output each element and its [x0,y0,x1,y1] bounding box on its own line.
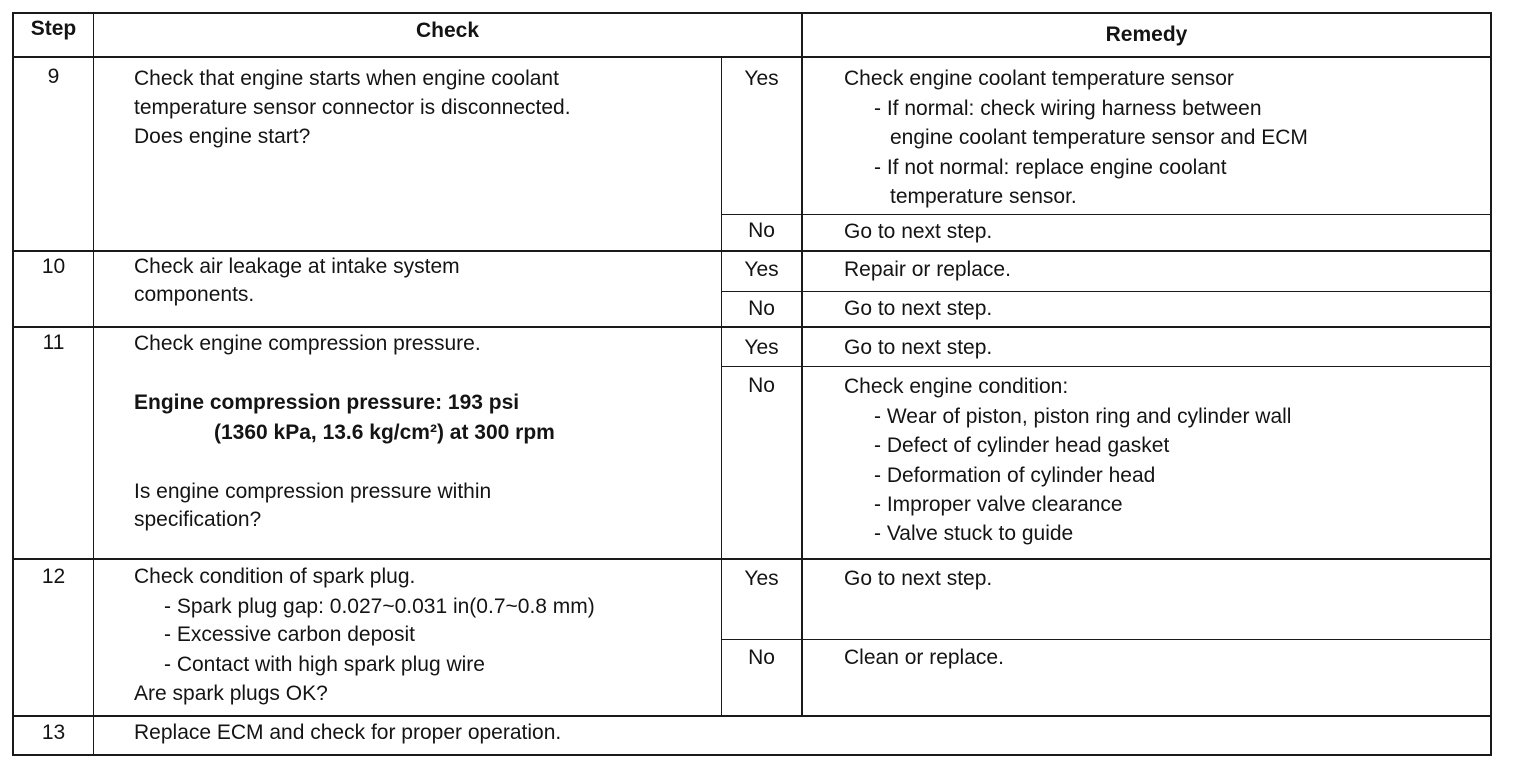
divider-step-col [93,12,94,756]
table-border-bottom [12,754,1492,756]
remedy-text: Clean or replace. [844,646,1004,669]
check-text: - Contact with high spark plug wire [164,653,485,676]
divider-row11-row12 [12,558,1492,560]
check-text: Are spark plugs OK? [134,682,328,705]
table-border-top [12,12,1492,14]
no-label: No [748,297,775,320]
check-question: specification? [134,508,262,531]
divider-row9-yes-no [721,214,1492,215]
step-number: 12 [41,565,66,588]
remedy-text: - Defect of cylinder head gasket [874,434,1170,457]
spec-text: (1360 kPa, 13.6 kg/cm²) at 300 rpm [214,421,555,444]
header-check: Check [415,19,480,42]
remedy-text: Go to next step. [844,297,993,320]
remedy-text: - Deformation of cylinder head [874,464,1156,487]
yes-label: Yes [744,67,779,90]
check-text: Check that engine starts when engine coolant [134,67,559,90]
divider-row10-row11 [12,326,1492,328]
remedy-text: engine coolant temperature sensor and ECM [890,126,1308,149]
remedy-text: - Wear of piston, piston ring and cylinder wall [874,405,1292,428]
step-number: 13 [41,721,66,744]
remedy-text: - If normal: check wiring harness between [874,97,1262,120]
remedy-text: Go to next step. [844,336,993,359]
check-text: - Excessive carbon deposit [164,623,415,646]
remedy-text: Check engine coolant temperature sensor [844,67,1234,90]
check-text: components. [134,283,255,306]
table-border-left [12,12,14,756]
check-text: Does engine start? [134,125,311,148]
divider-row12-row13 [12,715,1492,717]
remedy-text: Go to next step. [844,220,993,243]
check-text: temperature sensor connector is disconnected. [134,96,571,119]
table-border-right [1490,12,1492,756]
remedy-text: - Valve stuck to guide [874,522,1074,545]
header-remedy: Remedy [1105,23,1188,46]
remedy-text: temperature sensor. [890,185,1077,208]
divider-row10-yes-no [721,291,1492,292]
step-number: 11 [42,331,65,354]
divider-remedy-col [801,12,803,716]
check-text: - Spark plug gap: 0.027~0.031 in(0.7~0.8 mm) [164,595,595,618]
check-text: Check engine compression pressure. [134,332,481,355]
divider-row11-yes-no [721,366,1492,367]
check-text: Replace ECM and check for proper operation. [134,721,562,744]
spec-text: Engine compression pressure: 193 psi [134,391,520,414]
step-number: 10 [41,255,66,278]
no-label: No [748,219,775,242]
yes-label: Yes [744,567,779,590]
divider-row12-yes-no [721,639,1492,640]
remedy-text: - Improper valve clearance [874,493,1123,516]
remedy-text: Repair or replace. [844,258,1011,281]
step-number: 9 [47,65,60,88]
divider-header [12,56,1492,58]
remedy-text: Check engine condition: [844,375,1069,398]
remedy-text: - If not normal: replace engine coolant [874,156,1227,179]
no-label: No [748,646,775,669]
check-text: Check condition of spark plug. [134,565,416,588]
remedy-text: Go to next step. [844,567,993,590]
yes-label: Yes [744,258,779,281]
header-step: Step [30,17,77,40]
no-label: No [748,374,775,397]
yes-label: Yes [744,336,779,359]
check-text: Check air leakage at intake system [134,255,460,278]
check-question: Is engine compression pressure within [134,480,492,503]
